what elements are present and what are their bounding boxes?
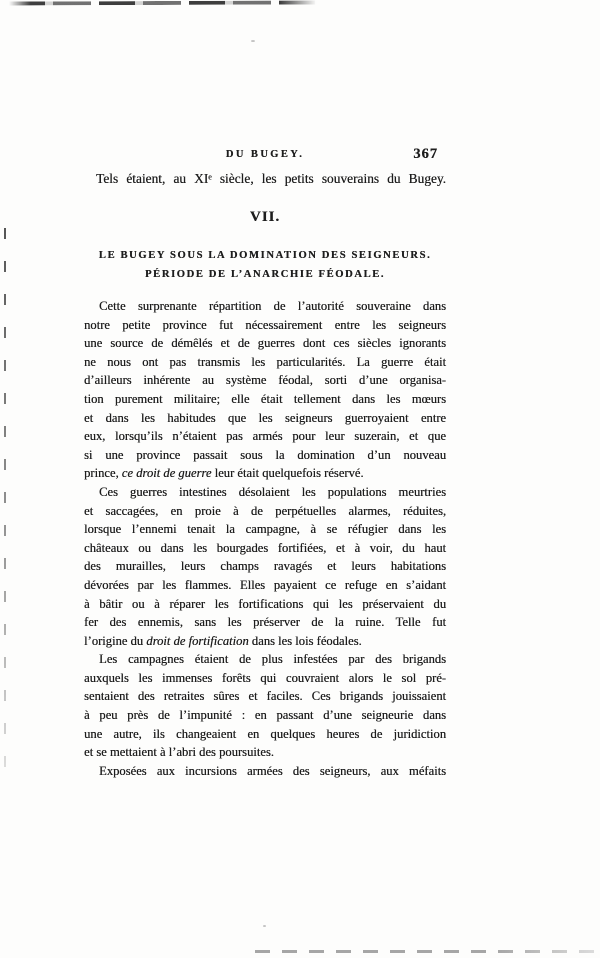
paragraph bbox=[84, 650, 446, 762]
text-line: si une province passait sous la domination d’un nouveau bbox=[84, 447, 446, 462]
text-line: des murailles, leurs champs ravagés et leurs habitations bbox=[84, 559, 446, 574]
running-head bbox=[84, 146, 446, 167]
page-number: 367 bbox=[413, 146, 438, 162]
text-line: à peu près de l’impunité : en passant d’une seigneurie dans bbox=[84, 708, 446, 723]
paragraph bbox=[84, 762, 446, 781]
text-line: prince, ce droit de guerre leur était quelquefois réservé. bbox=[84, 466, 364, 481]
text-line: lorsque l’ennemi tenait la campagne, à se réfugier dans les bbox=[84, 522, 446, 537]
text-line: Les campagnes étaient de plus infestées par des brigands bbox=[99, 652, 446, 667]
section-number: VII. bbox=[249, 209, 281, 225]
text-line: une autre, ils changeaient en quelques heures de juridiction bbox=[84, 726, 446, 741]
text-line: notre petite province fut nécessairement entre les seigneurs bbox=[84, 317, 446, 332]
text-line: eux, lorsqu’ils n’étaient pas armés pour leur suzerain, et que bbox=[84, 429, 446, 444]
section-title bbox=[84, 247, 446, 284]
text-line: dévorées par les flammes. Elles payaient ce refuge en s’aidant bbox=[84, 577, 446, 592]
text-line: une source de démêlés et de guerres dont ces siècles ignorants bbox=[84, 336, 446, 351]
text-line: et saccagées, en proie à de perpétuelles alarmes, réduites, bbox=[84, 503, 446, 518]
text-line: d’ailleurs inhérente au système féodal, sorti d’une organisa- bbox=[84, 373, 446, 388]
scan-speck bbox=[251, 40, 255, 42]
section-title-line-1: LE BUGEY SOUS LA DOMINATION DES SEIGNEURS. bbox=[98, 250, 432, 261]
text-line: châteaux ou dans les bourgades fortifiées, et à voir, du haut bbox=[84, 540, 446, 555]
text-line: Cette surprenante répartition de l’autorité souveraine dans bbox=[99, 299, 446, 313]
text-line: à bâtir ou à réparer les fortifications qui les préservaient du bbox=[84, 596, 446, 611]
scan-artifact-bottom-edge bbox=[255, 950, 600, 953]
text-line: ne nous ont pas transmis les particularités. La guerre était bbox=[84, 354, 446, 369]
section-title-line-2: PÉRIODE DE L’ANARCHIE FÉODALE. bbox=[144, 268, 386, 280]
text-line: Ces guerres intestines désolaient les populations meurtries bbox=[99, 484, 446, 499]
text-line: et dans les habitudes que les seigneurs guerroyaient entre bbox=[84, 410, 446, 425]
text-line: l’origine du droit de fortification dans les lois féodales. bbox=[84, 633, 362, 648]
text-line: Exposées aux incursions armées des seigneurs, aux méfaits bbox=[99, 763, 446, 778]
text-line: tion purement militaire; elle était tellement dans les mœurs bbox=[84, 391, 446, 406]
text-line: sentaient des retraites sûres et faciles. Ces brigands jouissaient bbox=[84, 689, 446, 704]
chapter-closing-line: Tels étaient, au XIᵉ siècle, les petits souverains du Bugey. bbox=[96, 171, 446, 186]
body-paragraphs bbox=[84, 297, 446, 780]
paragraph bbox=[84, 483, 446, 650]
scan-artifact-top-edge bbox=[9, 0, 317, 5]
paragraph bbox=[84, 297, 446, 483]
running-title: DU BUGEY. bbox=[225, 149, 305, 160]
text-line: auxquels les immenses forêts qui couvraient alors le sol pré- bbox=[84, 670, 446, 685]
scan-artifact-binding-marks bbox=[4, 228, 6, 788]
text-line: fer des ennemis, sans les préserver de la ruine. Telle fut bbox=[84, 615, 446, 630]
scan-speck bbox=[263, 925, 266, 927]
text-line: et se mettaient à l’abri des poursuites. bbox=[84, 745, 274, 760]
